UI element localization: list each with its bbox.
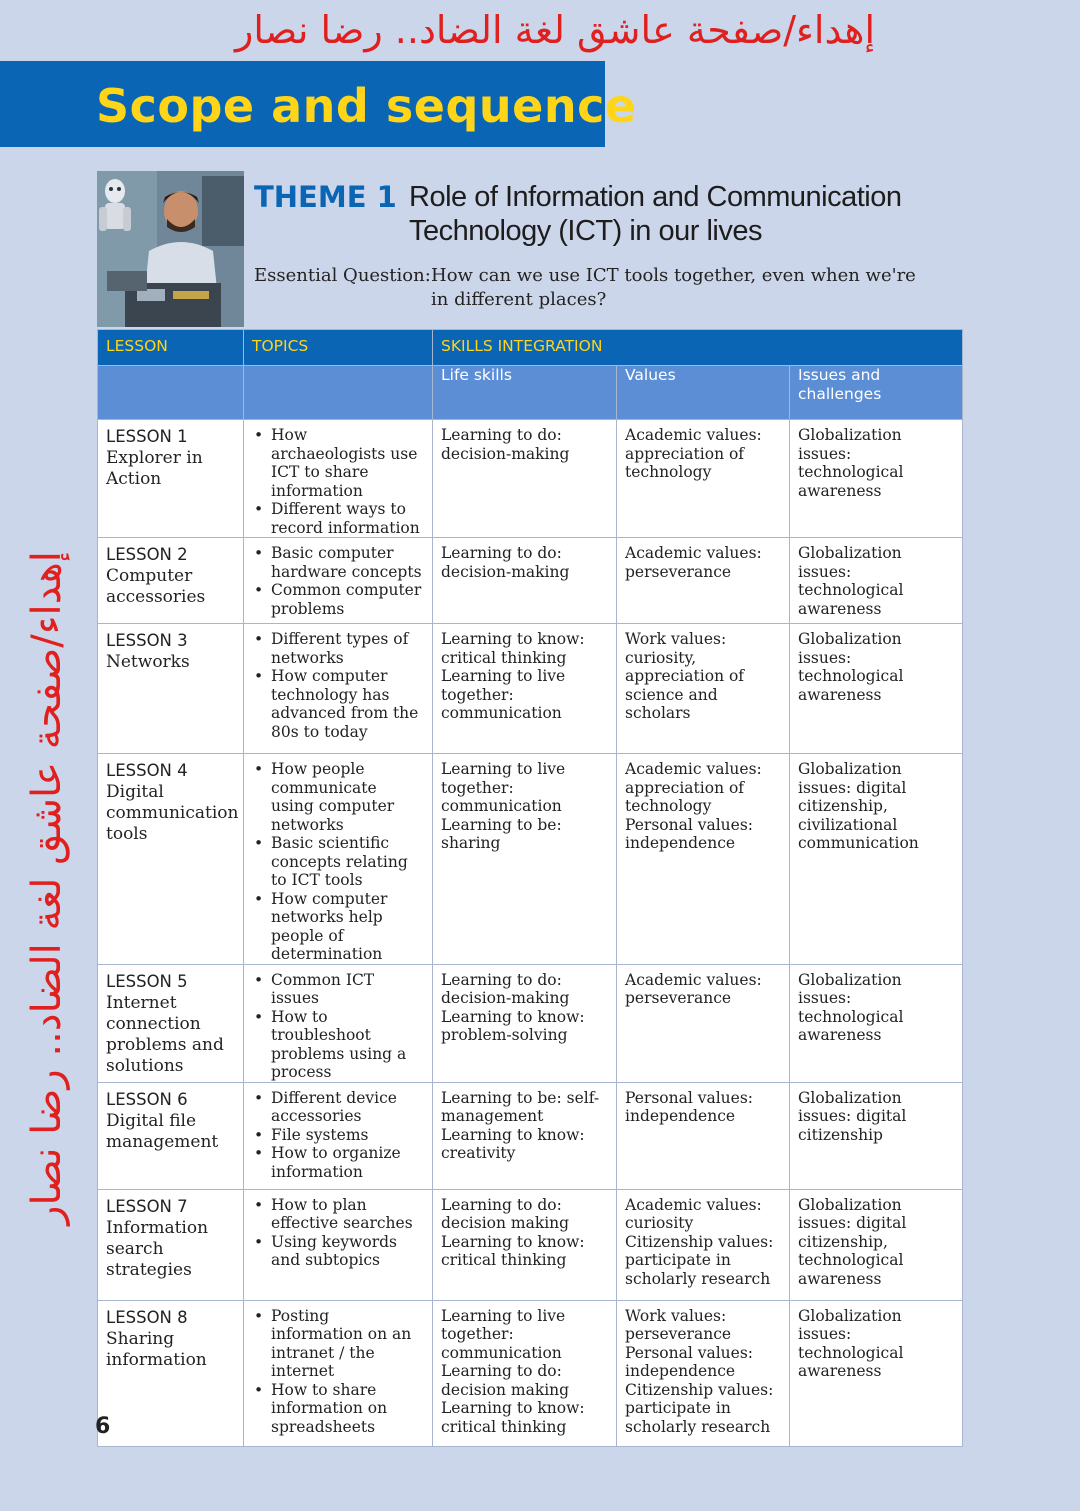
values-text: perseverance — [625, 562, 732, 581]
values-label: Academic values: — [625, 1195, 762, 1214]
values-cell — [617, 1300, 790, 1446]
values-entry — [625, 760, 781, 816]
values-text: perseverance — [625, 989, 732, 1007]
life-skills-text: critical thinking — [441, 1251, 567, 1269]
values-label: Personal values: — [625, 1343, 753, 1362]
life-skills-text: decision-making — [441, 562, 570, 581]
life-skills-label: Learning to know: — [441, 1399, 585, 1417]
theme-title-line2: Technology (ICT) in our lives — [409, 215, 762, 247]
topic-item: • Basic scientific concepts relating to ICT tools — [252, 834, 424, 890]
values-cell — [617, 754, 790, 965]
values-text: independence — [625, 1107, 736, 1125]
life-skills-text: decision-making — [441, 989, 570, 1007]
topics-cell — [244, 754, 433, 965]
topics-list — [252, 630, 424, 741]
topic-item: • How to plan effective searches — [252, 1196, 424, 1233]
topics-list — [252, 544, 424, 618]
life-skills-cell — [433, 538, 617, 624]
lesson-number: LESSON 1 — [106, 427, 188, 446]
header-lesson: LESSON — [98, 330, 244, 366]
header-topics: TOPICS — [244, 330, 433, 366]
life-skills-text: decision-making — [441, 444, 570, 463]
issues-label: Globalization issues: — [798, 1306, 902, 1343]
table-row — [98, 964, 963, 1082]
lesson-cell — [98, 964, 244, 1082]
watermark-side-text: إهداء/صفحة عاشق لغة الضاد.. رضا نصار — [24, 551, 70, 1225]
topic-item: • How computer networks help people of determination — [252, 890, 424, 964]
issues-entry — [798, 426, 954, 500]
lesson-number: LESSON 2 — [106, 545, 188, 564]
life-skills-entry — [441, 1089, 608, 1126]
table-row — [98, 1300, 963, 1446]
lesson-number: LESSON 7 — [106, 1196, 188, 1216]
lesson-number: LESSON 4 — [106, 761, 188, 780]
topics-cell — [244, 1189, 433, 1300]
lesson-name: Sharing information — [106, 1328, 207, 1370]
lesson-name: Digital communication tools — [106, 782, 239, 844]
values-label: Citizenship values: — [625, 1232, 774, 1251]
lesson-number: LESSON 3 — [106, 631, 188, 650]
table-row — [98, 1189, 963, 1300]
lesson-name: Information search strategies — [106, 1217, 209, 1280]
title-bar — [0, 61, 637, 147]
essential-question — [254, 264, 931, 312]
topics-list — [252, 971, 424, 1082]
life-skills-text: decision making — [441, 1214, 570, 1232]
life-skills-entry — [441, 1362, 608, 1399]
values-entry — [625, 1089, 781, 1126]
life-skills-cell — [433, 624, 617, 754]
values-label: Citizenship values: — [625, 1380, 774, 1399]
essential-question-text: How can we use ICT tools together, even when we're in different places? — [431, 265, 916, 310]
issues-entry — [798, 1196, 954, 1289]
life-skills-label: Learning to know: — [441, 630, 585, 648]
values-entry — [625, 1233, 781, 1289]
watermark-top-text: إهداء/صفحة عاشق لغة الضاد.. رضا نصار — [234, 8, 876, 52]
life-skills-entry — [441, 1126, 608, 1163]
life-skills-cell — [433, 964, 617, 1082]
life-skills-entry — [441, 667, 608, 723]
life-skills-cell — [433, 1300, 617, 1446]
life-skills-label: Learning to know: — [441, 1007, 585, 1026]
issues-cell — [790, 964, 963, 1082]
life-skills-text: problem-solving — [441, 1026, 568, 1044]
issues-cell — [790, 624, 963, 754]
topics-cell — [244, 538, 433, 624]
topics-list — [252, 1196, 424, 1270]
issues-entry — [798, 971, 954, 1045]
values-text: independence — [625, 1362, 736, 1380]
topics-cell — [244, 420, 433, 538]
topic-item: • Common computer problems — [252, 581, 424, 618]
values-entry — [625, 816, 781, 853]
life-skills-label: Learning to live together: — [441, 760, 566, 797]
values-entry — [625, 1196, 781, 1233]
issues-text: technological awareness — [798, 667, 904, 704]
values-label: Academic values: — [625, 426, 762, 444]
page-number: 6 — [95, 1414, 111, 1439]
topic-item: • Different types of networks — [252, 630, 424, 667]
theme-title-line1: Role of Information and Communication — [409, 181, 902, 213]
values-text: independence — [625, 834, 736, 852]
life-skills-text: decision making — [441, 1380, 570, 1399]
issues-label: Globalization issues: — [798, 1195, 902, 1232]
issues-text: digital citizenship, technological awareness — [798, 1214, 907, 1288]
life-skills-label: Learning to live together: — [441, 1306, 566, 1343]
topics-cell — [244, 964, 433, 1082]
table-row — [98, 754, 963, 965]
values-cell — [617, 624, 790, 754]
values-label: Work values: — [625, 1306, 727, 1325]
values-entry — [625, 544, 781, 581]
values-label: Personal values: — [625, 1088, 753, 1107]
values-text: participate in scholarly research — [625, 1251, 771, 1288]
lesson-name: Digital file management — [106, 1110, 219, 1152]
topics-cell — [244, 1082, 433, 1189]
table-row — [98, 624, 963, 754]
values-entry — [625, 1344, 781, 1381]
topic-item: • Using keywords and subtopics — [252, 1233, 424, 1270]
values-text: appreciation of technology — [625, 778, 745, 815]
lesson-cell — [98, 624, 244, 754]
values-text: appreciation of technology — [625, 444, 745, 481]
issues-text: digital citizenship — [798, 1107, 907, 1144]
lesson-number: LESSON 5 — [106, 971, 188, 991]
topic-item: • How to troubleshoot problems using a process — [252, 1008, 424, 1082]
values-cell — [617, 538, 790, 624]
header-empty-1 — [98, 366, 244, 420]
life-skills-entry — [441, 1307, 608, 1363]
life-skills-entry — [441, 1233, 608, 1270]
life-skills-label: Learning to be: — [441, 815, 562, 834]
header-life-skills: Life skills — [433, 366, 617, 420]
life-skills-text: self-management — [441, 1088, 600, 1125]
life-skills-entry — [441, 1399, 608, 1436]
values-cell — [617, 964, 790, 1082]
values-entry — [625, 630, 781, 723]
table-row — [98, 1082, 963, 1189]
lesson-cell — [98, 1082, 244, 1189]
life-skills-entry — [441, 544, 608, 581]
issues-cell — [790, 1300, 963, 1446]
issues-label: Globalization issues: — [798, 1088, 902, 1125]
theme-photo — [97, 171, 244, 327]
values-label: Academic values: — [625, 970, 762, 989]
values-cell — [617, 1082, 790, 1189]
values-cell — [617, 1189, 790, 1300]
topic-item: • How to organize information — [252, 1144, 424, 1181]
issues-text: technological awareness — [798, 581, 904, 618]
lesson-number: LESSON 8 — [106, 1307, 188, 1327]
values-text: perseverance — [625, 1325, 732, 1343]
issues-text: technological awareness — [798, 463, 904, 500]
issues-entry — [798, 630, 954, 704]
issues-cell — [790, 754, 963, 965]
issues-text: digital citizenship, civilizational communication — [798, 778, 919, 852]
life-skills-text: sharing — [441, 834, 501, 852]
life-skills-cell — [433, 1082, 617, 1189]
topic-item: • Different device accessories — [252, 1089, 424, 1126]
life-skills-cell — [433, 754, 617, 965]
values-entry — [625, 426, 781, 482]
header-issues: Issues and challenges — [790, 366, 963, 420]
life-skills-entry — [441, 630, 608, 667]
issues-entry — [798, 1307, 954, 1381]
topic-item: • How archaeologists use ICT to share information — [252, 426, 424, 500]
life-skills-label: Learning to do: — [441, 1195, 562, 1214]
lesson-cell — [98, 538, 244, 624]
topics-cell — [244, 1300, 433, 1446]
life-skills-text: communication — [441, 797, 562, 815]
issues-label: Globalization issues: — [798, 630, 902, 667]
life-skills-label: Learning to do: — [441, 1362, 562, 1380]
life-skills-text: critical thinking — [441, 648, 567, 667]
life-skills-label: Learning to know: — [441, 1125, 585, 1144]
life-skills-cell — [433, 1189, 617, 1300]
issues-label: Globalization issues: — [798, 544, 902, 581]
life-skills-entry — [441, 816, 608, 853]
topics-list — [252, 1089, 424, 1182]
lesson-cell — [98, 420, 244, 538]
header-row-sub — [98, 366, 963, 420]
values-cell — [617, 420, 790, 538]
topics-list — [252, 760, 424, 964]
life-skills-label: Learning to know: — [441, 1232, 585, 1251]
life-skills-label: Learning to do: — [441, 426, 562, 444]
lesson-cell — [98, 1189, 244, 1300]
issues-entry — [798, 544, 954, 618]
essential-question-label: Essential Question: — [254, 265, 431, 286]
life-skills-label: Learning to do: — [441, 544, 562, 562]
topic-item: • How people communicate using computer networks — [252, 760, 424, 834]
topics-list — [252, 1307, 424, 1437]
life-skills-text: creativity — [441, 1144, 516, 1162]
life-skills-entry — [441, 1008, 608, 1045]
issues-text: technological awareness — [798, 1343, 904, 1380]
lesson-cell — [98, 754, 244, 965]
issues-cell — [790, 538, 963, 624]
issues-cell — [790, 1082, 963, 1189]
values-text: participate in scholarly research — [625, 1399, 771, 1436]
theme-photo-illustration — [97, 171, 244, 327]
topic-item: • File systems — [252, 1126, 424, 1145]
scope-table — [97, 329, 963, 1447]
lesson-cell — [98, 1300, 244, 1446]
theme-label: THEME 1 — [254, 180, 397, 214]
topic-item: • How computer technology has advanced from the 80s to today — [252, 667, 424, 741]
issues-label: Globalization issues: — [798, 970, 902, 1007]
values-text: curiosity, appreciation of science and scholars — [625, 648, 745, 722]
topic-item: • Posting information on an intranet / the internet — [252, 1307, 424, 1381]
lesson-name: Explorer in Action — [106, 448, 203, 489]
topic-item: • Different ways to record information — [252, 500, 424, 537]
lesson-number: LESSON 6 — [106, 1089, 188, 1109]
issues-label: Globalization issues: — [798, 426, 902, 463]
lesson-name: Networks — [106, 652, 190, 672]
header-skills-integration: SKILLS INTEGRATION — [433, 330, 963, 366]
life-skills-entry — [441, 971, 608, 1008]
issues-text: technological awareness — [798, 1007, 904, 1044]
topic-item: • Basic computer hardware concepts — [252, 544, 424, 581]
life-skills-text: critical thinking — [441, 1417, 567, 1436]
issues-entry — [798, 760, 954, 853]
values-text: curiosity — [625, 1214, 694, 1232]
theme-title — [409, 180, 949, 248]
header-row-main — [98, 330, 963, 366]
values-label: Academic values: — [625, 760, 762, 778]
life-skills-entry — [441, 1196, 608, 1233]
header-values: Values — [617, 366, 790, 420]
values-label: Academic values: — [625, 544, 762, 562]
table-body — [98, 420, 963, 1447]
life-skills-label: Learning to live together: — [441, 667, 566, 704]
values-entry — [625, 971, 781, 1008]
issues-cell — [790, 420, 963, 538]
life-skills-label: Learning to do: — [441, 970, 562, 989]
life-skills-entry — [441, 760, 608, 816]
topic-item: • How to share information on spreadsheets — [252, 1381, 424, 1437]
life-skills-cell — [433, 420, 617, 538]
topics-list — [252, 426, 424, 537]
values-entry — [625, 1307, 781, 1344]
lesson-name: Internet connection problems and solutions — [106, 992, 224, 1076]
issues-cell — [790, 1189, 963, 1300]
page-title: Scope and sequence — [96, 79, 637, 133]
life-skills-text: communication — [441, 1343, 562, 1362]
table-row — [98, 420, 963, 538]
values-entry — [625, 1381, 781, 1437]
life-skills-label: Learning to be: — [441, 1088, 562, 1107]
life-skills-entry — [441, 426, 608, 463]
header-empty-2 — [244, 366, 433, 420]
table-row — [98, 538, 963, 624]
issues-entry — [798, 1089, 954, 1145]
life-skills-text: communication — [441, 704, 562, 722]
issues-label: Globalization issues: — [798, 760, 902, 797]
values-label: Work values: — [625, 630, 727, 648]
values-label: Personal values: — [625, 815, 753, 834]
topics-cell — [244, 624, 433, 754]
lesson-name: Computer accessories — [106, 566, 206, 607]
topic-item: • Common ICT issues — [252, 971, 424, 1008]
